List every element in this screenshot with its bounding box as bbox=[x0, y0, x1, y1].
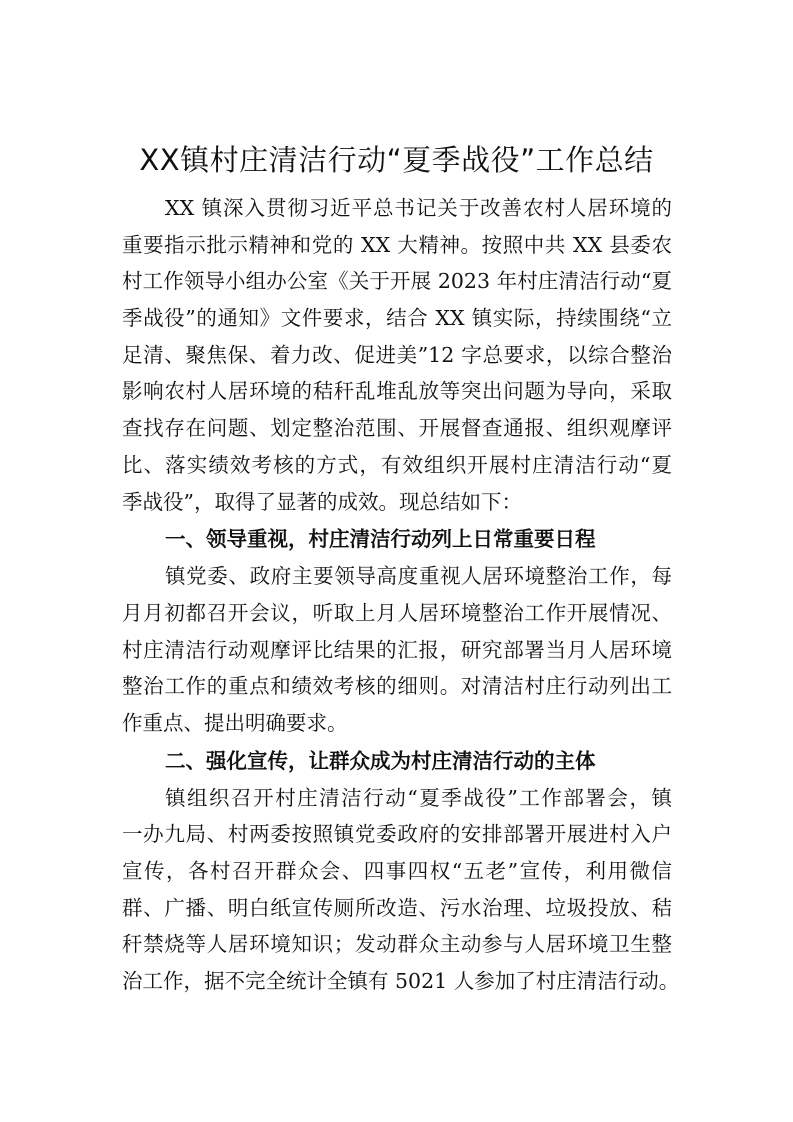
text-line: XX 镇深入贯彻习近平总书记关于改善农村人居环境的 bbox=[165, 196, 672, 220]
text-line: 作重点、提出明确要求。 bbox=[122, 710, 348, 735]
text-line: 群、广播、明白纸宣传厕所改造、污水治理、垃圾投放、秸 bbox=[122, 895, 672, 920]
section-2-paragraph bbox=[122, 780, 680, 1000]
intro-paragraph bbox=[122, 190, 672, 520]
text-line: 影响农村人居环境的秸秆乱堆乱放等突出问题为导向，采取 bbox=[122, 379, 672, 404]
text-line: 秆禁烧等人居环境知识；发动群众主动参与人居环境卫生整 bbox=[122, 932, 672, 957]
text-line: 季战役”，取得了显著的成效。现总结如下： bbox=[122, 489, 522, 514]
text-line: 镇党委、政府主要领导高度重视人居环境整治工作，每 bbox=[165, 564, 672, 589]
text-line: 治工作，据不完全统计全镇有 5021 人参加了村庄清洁行动。 bbox=[122, 969, 680, 994]
document-title: XX镇村庄清洁行动“夏季战役”工作总结 bbox=[139, 143, 654, 177]
text-line: 查找存在问题、划定整治范围、开展督查通报、组织观摩评 bbox=[122, 416, 672, 441]
section-1-heading: 一、领导重视，村庄清洁行动列上日常重要日程 bbox=[165, 527, 596, 552]
text-line: 足清、聚焦保、着力改、促进美”12 字总要求，以综合整治 bbox=[122, 342, 672, 367]
text-line: 月月初都召开会议，听取上月人居环境整治工作开展情况、 bbox=[122, 600, 672, 625]
text-line: 重要指示批示精神和党的 XX 大精神。按照中共 XX 县委农 bbox=[122, 232, 672, 257]
text-line: 季战役”的通知》文件要求，结合 XX 镇实际，持续围绕“立 bbox=[122, 306, 672, 331]
text-line: 一办九局、村两委按照镇党委政府的安排部署开展进村入户 bbox=[122, 822, 672, 847]
text-line: 村工作领导小组办公室《关于开展 2023 年村庄清洁行动“夏 bbox=[122, 269, 672, 294]
text-line: 整治工作的重点和绩效考核的细则。对清洁村庄行动列出工 bbox=[122, 674, 672, 699]
text-line: 宣传，各村召开群众会、四事四权“五老”宣传，利用微信 bbox=[122, 859, 672, 883]
section-2-heading: 二、强化宣传，让群众成为村庄清洁行动的主体 bbox=[165, 748, 596, 773]
text-line: 镇组织召开村庄清洁行动“夏季战役”工作部署会，镇 bbox=[165, 785, 672, 810]
text-line: 村庄清洁行动观摩评比结果的汇报，研究部署当月人居环境 bbox=[122, 637, 672, 662]
section-1-paragraph bbox=[122, 558, 672, 741]
document-body bbox=[122, 190, 680, 1000]
text-line: 比、落实绩效考核的方式，有效组织开展村庄清洁行动“夏 bbox=[122, 452, 672, 477]
